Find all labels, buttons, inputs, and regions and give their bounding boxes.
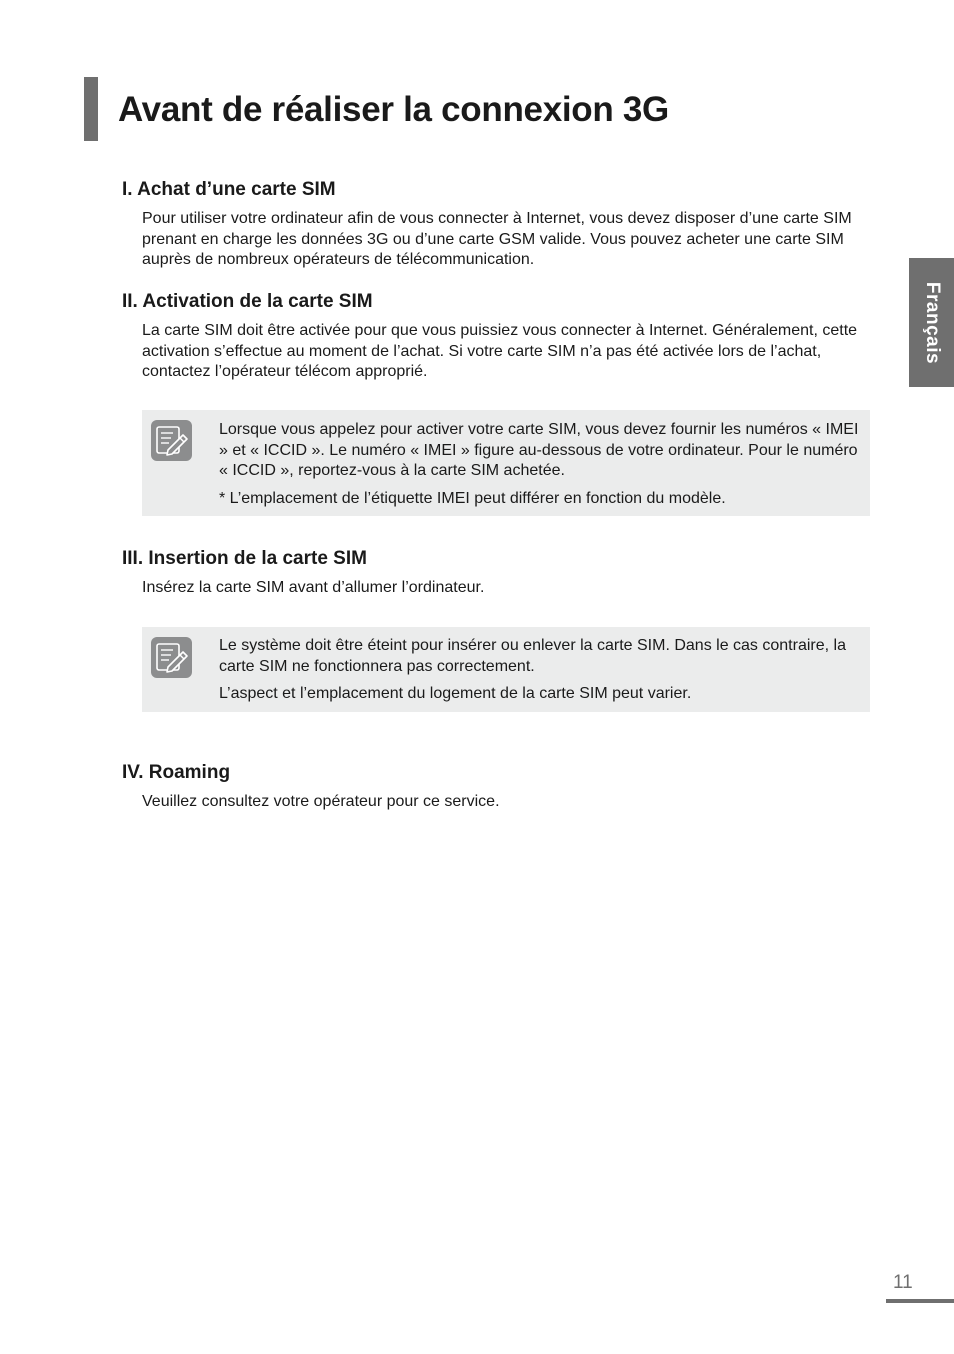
section-text-sim-purchase: Pour utiliser votre ordinateur afin de vous connecter à Internet, vous devez disposer d’une carte SIM prenant en charge les données 3G ou d’une carte GSM valide. Vous pouvez acheter une carte SIM auprès de nombreux opérateurs de télécommunication.: [142, 210, 852, 268]
pencil-note-icon: [151, 637, 192, 678]
section-text-roaming: Veuillez consultez votre opérateur pour ce service.: [142, 793, 500, 810]
pencil-note-icon: [151, 420, 192, 461]
note-paragraph: L’aspect et l’emplacement du logement de la carte SIM peut varier.: [219, 685, 692, 702]
note-paragraph: Le système doit être éteint pour insérer ou enlever la carte SIM. Dans le cas contraire, la carte SIM ne fonctionnera pas correctement.: [219, 637, 846, 675]
note-body-insertion: [219, 636, 859, 712]
section-heading-sim-activation: II. Activation de la carte SIM: [122, 291, 373, 312]
title-accent-bar: [84, 77, 98, 141]
note-body-activation: [219, 420, 859, 516]
note-box-insertion: [142, 627, 870, 712]
page-number-rule: [886, 1299, 954, 1303]
language-tab-label: Français: [921, 281, 943, 364]
note-paragraph: * L’emplacement de l’étiquette IMEI peut différer en fonction du modèle.: [219, 489, 726, 507]
section-heading-sim-insertion: III. Insertion de la carte SIM: [122, 548, 367, 569]
page-title: Avant de réaliser la connexion 3G: [118, 90, 669, 129]
language-tab: [909, 258, 954, 387]
section-text-sim-insertion: Insérez la carte SIM avant d’allumer l’ordinateur.: [142, 579, 485, 596]
page-number: 11: [893, 1272, 913, 1293]
section-text-sim-activation: La carte SIM doit être activée pour que vous puissiez vous connecter à Internet. Généralement, cette activation s’effectue au moment de l’achat. Si votre carte SIM n’a pas été activée lors de l’achat, contactez l’opérateur télécom approprié.: [142, 322, 858, 380]
note-box-activation: [142, 410, 870, 516]
note-paragraph: Lorsque vous appelez pour activer votre carte SIM, vous devez fournir les numéros « IMEI » et « ICCID ». Le numéro « IMEI » figure au-dessous de votre ordinateur. Pour le numéro « ICCID », reportez-vous à la carte SIM achetée.: [219, 421, 859, 479]
section-heading-sim-purchase: I. Achat d’une carte SIM: [122, 179, 336, 200]
section-heading-roaming: IV. Roaming: [122, 762, 231, 783]
